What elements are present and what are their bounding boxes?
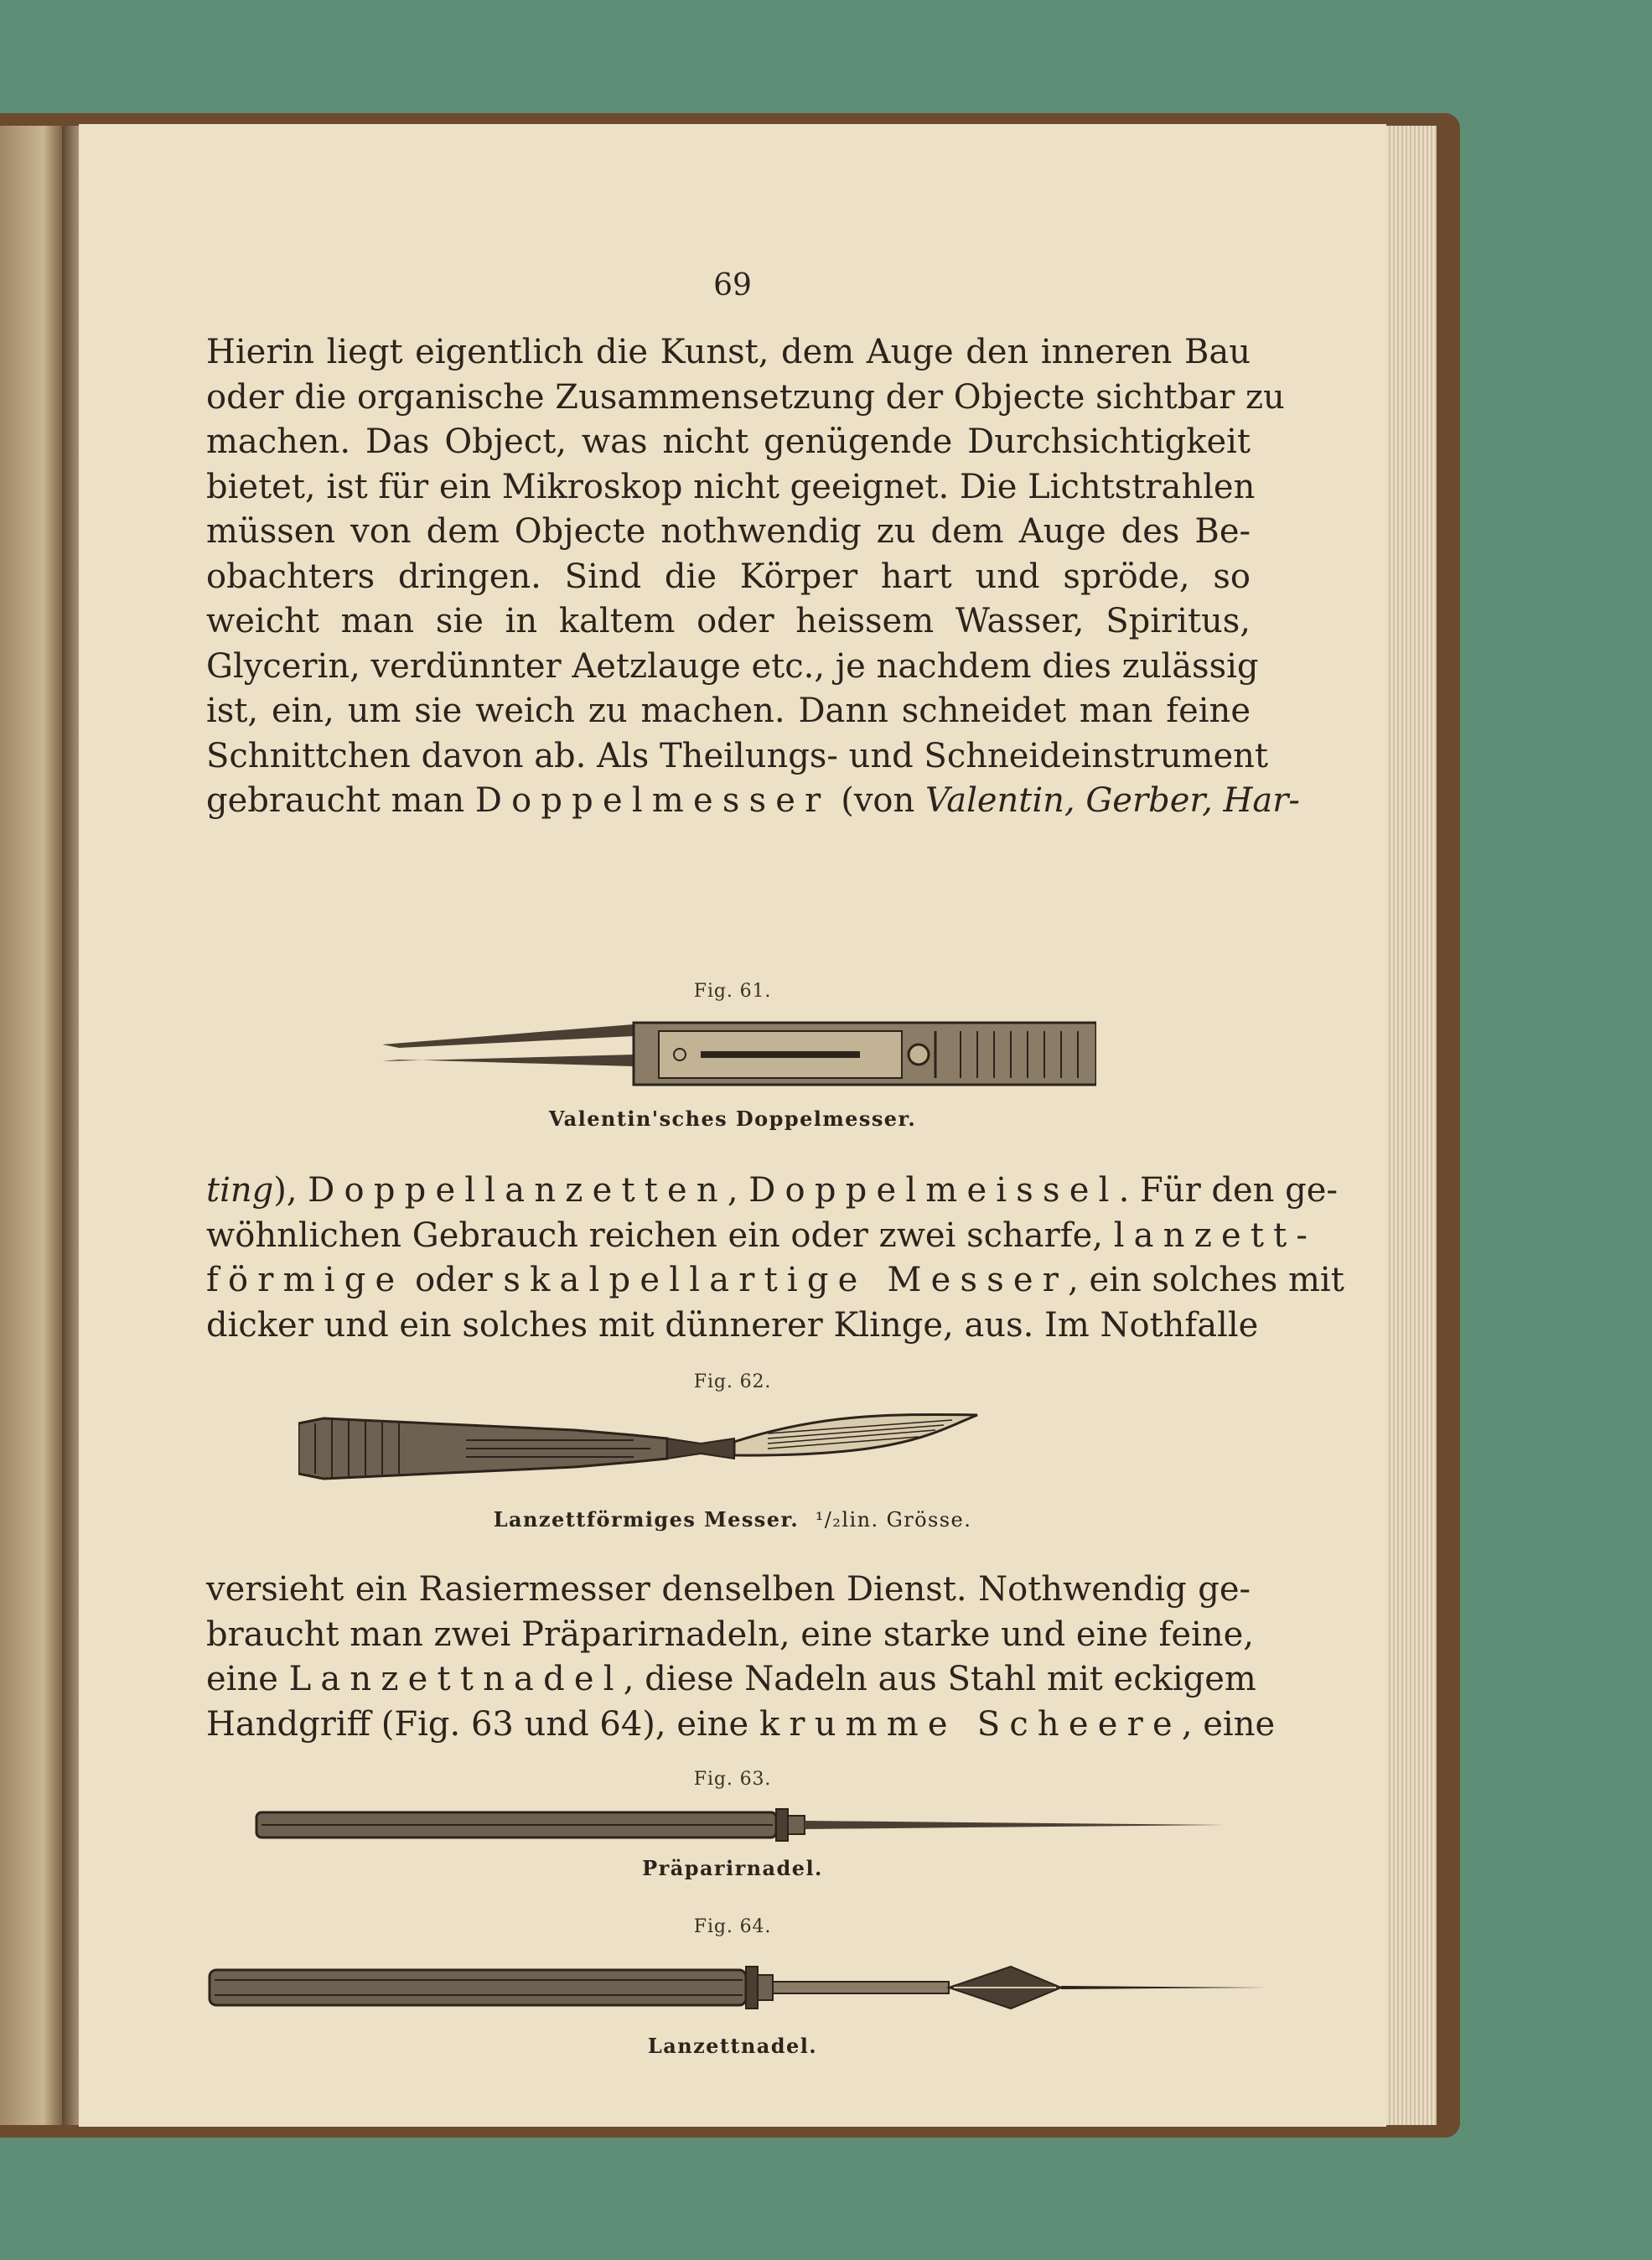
book-gutter	[62, 126, 79, 2125]
spaced-term: Doppelmeissel	[748, 1171, 1119, 1210]
lanzettnadel-illustration	[206, 1950, 1271, 2025]
fig-61-label: Fig. 61.	[693, 981, 772, 1002]
text-line: bietet, ist für ein Mikroskop nicht geeignet. Die Lichtstrahlen	[206, 467, 1256, 506]
text-run: . Für den ge-	[1118, 1171, 1338, 1210]
fig-64-label: Fig. 64.	[693, 1916, 772, 1937]
text-run: gebraucht man	[206, 781, 475, 820]
text-line: versieht ein Rasiermesser denselben Dienst. Nothwendig ge-	[206, 1570, 1251, 1609]
text-line: Glycerin, verdünnter Aetzlauge etc., je nachdem dies zulässig	[206, 646, 1259, 686]
text-line: Schnittchen davon ab. Als Theilungs- und Schneideinstrument	[206, 736, 1268, 775]
text-line: weicht man sie in kaltem oder heissem Wasser, Spiritus,	[206, 602, 1251, 640]
fig-62-caption	[79, 1507, 1386, 1532]
text-run: Handgriff (Fig. 63 und 64), eine	[206, 1704, 759, 1744]
text-line	[206, 1214, 1318, 1259]
text-line: ist, ein, um sie weich zu machen. Dann schneidet man feine	[206, 692, 1251, 730]
fig-62-caption-text: Lanzettförmiges Messer.	[493, 1507, 800, 1532]
spaced-term: lanzett-	[1113, 1216, 1318, 1255]
text-line: obachters dringen. Sind die Körper hart und spröde, so	[206, 557, 1251, 596]
text-line: machen. Das Object, was nicht genügende Durchsichtigkeit	[206, 422, 1251, 461]
text-run: ,	[727, 1171, 749, 1210]
text-run: , diese Nadeln aus Stahl mit eckigem	[623, 1660, 1256, 1698]
paragraph-3	[206, 1568, 1276, 1747]
text-line: dicker und ein solches mit dünnerer Klinge, aus. Im Nothfalle	[206, 1305, 1259, 1345]
left-page-edge	[0, 126, 62, 2125]
text-run: (von	[830, 781, 925, 820]
text-line	[206, 779, 1300, 824]
fig-62-size-note: ¹/₂lin. Grösse.	[815, 1508, 972, 1532]
spaced-term: Doppelmesser	[474, 781, 831, 820]
text-run: ),	[273, 1171, 308, 1210]
text-run: eine	[206, 1660, 289, 1698]
spaced-term: förmige	[206, 1261, 405, 1299]
spaced-term: Doppellanzetten	[308, 1171, 728, 1210]
paragraph-1	[206, 330, 1300, 824]
text-line	[206, 1169, 1338, 1214]
text-line	[206, 1258, 1344, 1304]
text-run: wöhnlichen Gebrauch reichen ein oder zwei scharfe,	[206, 1216, 1114, 1255]
lanzettmesser-illustration	[298, 1407, 1178, 1490]
spaced-term: Lanzettnadel	[288, 1660, 624, 1698]
text-line	[206, 1703, 1276, 1748]
text-run: , eine	[1181, 1704, 1276, 1744]
fig-64-caption: Lanzettnadel.	[647, 2034, 818, 2058]
text-line: müssen von dem Objecte nothwendig zu dem Auge des Be-	[206, 512, 1251, 551]
praeparirnadel-illustration	[253, 1802, 1234, 1849]
italic-names: Valentin, Gerber, Har-	[925, 781, 1300, 820]
italic-text: ting	[206, 1171, 274, 1210]
text-line: oder die organische Zusammensetzung der Objecte sichtbar zu	[206, 377, 1285, 417]
doppelmesser-illustration	[382, 1018, 1096, 1093]
fig-62-label: Fig. 62.	[693, 1371, 772, 1392]
book-page	[79, 124, 1386, 2127]
page-number: 69	[713, 268, 752, 303]
fig-61-caption: Valentin'sches Doppelmesser.	[548, 1107, 917, 1131]
text-line: braucht man zwei Präparirnadeln, eine starke und eine feine,	[206, 1615, 1254, 1654]
spaced-term: skalpellartige Messer	[503, 1261, 1069, 1299]
fig-63-caption: Präparirnadel.	[642, 1856, 823, 1880]
page-fore-edge	[1386, 126, 1437, 2125]
text-line	[206, 1657, 1256, 1703]
text-line: Hierin liegt eigentlich die Kunst, dem Auge den inneren Bau	[206, 333, 1251, 371]
fig-63-label: Fig. 63.	[693, 1769, 772, 1790]
spaced-term: krumme Scheere	[759, 1704, 1182, 1744]
text-run: , ein solches mit	[1068, 1261, 1344, 1299]
paragraph-2	[206, 1169, 1344, 1348]
text-run: oder	[404, 1261, 504, 1299]
